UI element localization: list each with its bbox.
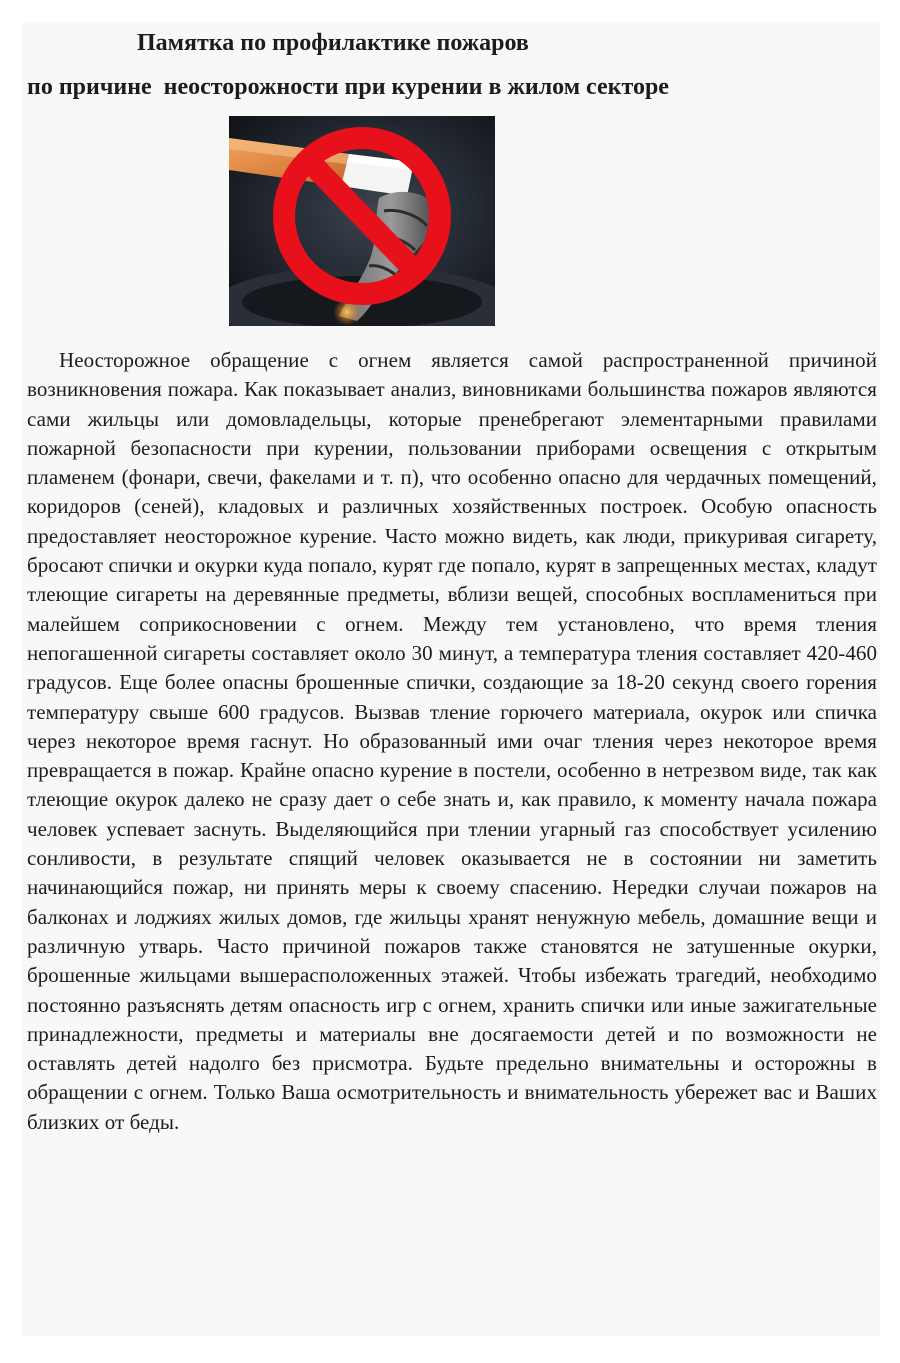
no-smoking-icon — [229, 116, 495, 326]
document-body-text: Неосторожное обращение с огнем является самой распространенной причиной возникновения пожара. Как показывает анализ, виновниками большинства пожаров являются сами жильцы или домовладельцы, которые пренебрегают элементарными правилами пожарной безопасности при курении, пользовании приборами освещения с открытым пламенем (фонари, свечи, факелами и т. п), что особенно опасно для чердачных помещений, коридоров (сеней), кладовых и различных хозяйственных построек. Особую опасность предоставляет неосторожное курение. Часто можно видеть, как люди, прикуривая сигарету, бросают спички и окурки куда попало, курят где попало, курят в запрещенных местах, кладут тлеющие сигареты на деревянные предметы, вблизи вещей, способных воспламениться при малейшем соприкосновении с огнем. Между тем установлено, что время тления непогашенной сигареты составляет около 30 минут, а температура тления составляет 420-460 градусов. Еще более опасны брошенные спички, создающие за 18-20 секунд своего горения температуру свыше 600 градусов. Вызвав тление горючего материала, окурок или спичка через некоторое время гаснут. Но образованный ими очаг тления через некоторое время превращается в пожар. Крайне опасно курение в постели, особенно в нетрезвом виде, так как тлеющие окурок далеко не сразу дает о себе знать и, как правило, к моменту начала пожара человек успевает заснуть. Выделяющийся при тлении угарный газ способствует усилению сонливости, в результате спящий человек оказывается не в состоянии ни заметить начинающийся пожар, ни принять меры к своему спасению. Нередки случаи пожаров на балконах и лоджиях жилых домов, где жильцы хранят ненужную мебель, домашние вещи и различную утварь. Часто причиной пожаров также становятся не затушенные окурки, брошенные жильцами вышерасположенных этажей. Чтобы избежать трагедий, необходимо постоянно разъяснять детям опасность игр с огнем, хранить спички или иные зажигательные принадлежности, предметы и материалы вне досягаемости детей и по возможности не оставлять детей надолго без присмотра. Будьте предельно внимательны и осторожны в обращении с огнем. Только Ваша осмотрительность и внимательность убережет вас и Ваших близких от беды. — [27, 348, 877, 1134]
document-title-line-1: Памятка по профилактике пожаров — [137, 30, 529, 56]
document-title-line-2: по причине неосторожности при курении в жилом секторе — [27, 74, 669, 100]
no-smoking-image — [229, 116, 495, 326]
